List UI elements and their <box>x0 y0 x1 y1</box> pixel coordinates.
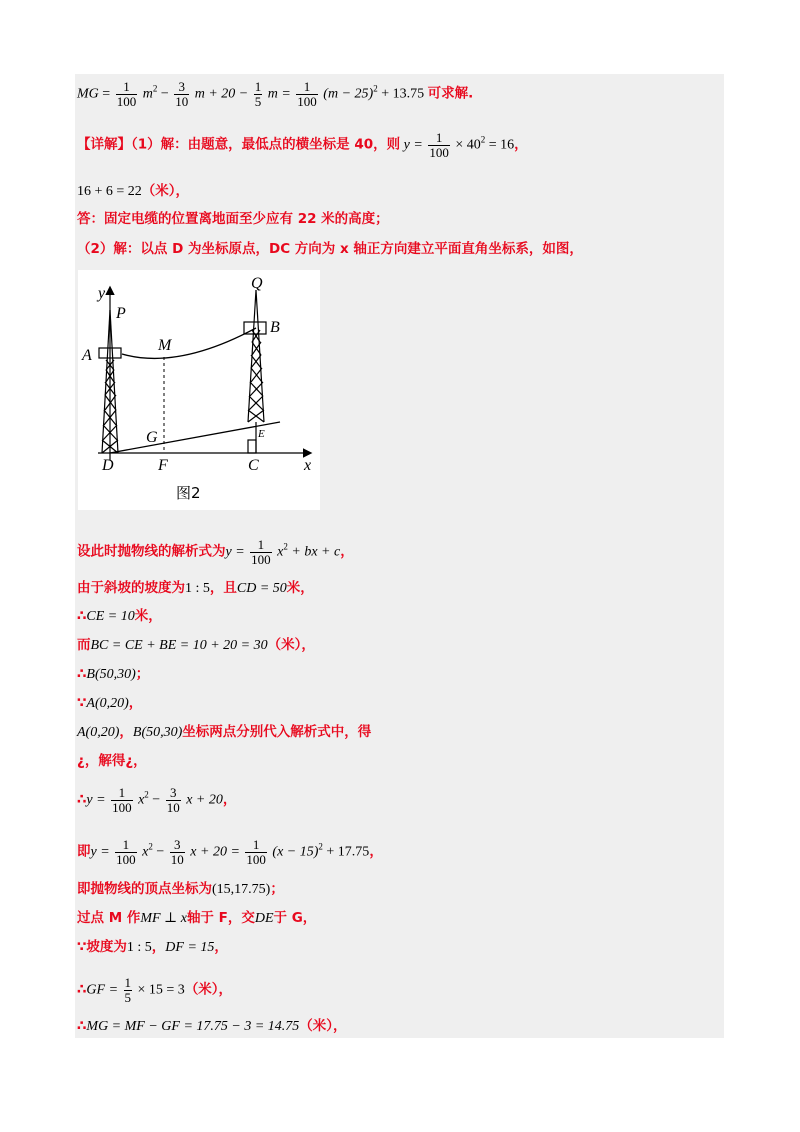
fraction: $\frac{1}{100}$ <box>297 79 317 109</box>
fraction: $\frac{1}{5}$ <box>254 79 262 109</box>
fraction: $\frac{3}{10}$ <box>166 785 180 815</box>
answer-part1: 答：固定电缆的位置离地面至少应有 22 米的高度； <box>77 211 389 227</box>
fraction: $\frac{1}{100}$ <box>116 837 136 867</box>
step-ce: ∴CE = 10米， <box>77 608 162 624</box>
step-vertex-form: 即y = $\frac{1}{100}$ $x^2$ − $\frac{3}{10}$ x + 20 = $\frac{1}{100}$ $(x - 15)^2 + 17.75$， <box>77 837 383 867</box>
formula-line-mg: MG = $\frac{1}{100}$ $m^2$ − $\frac{3}{10}$ m + 20 − $\frac{1}{5}$ m = $\frac{1}{100}$ $(m - 25)^2 + 13.75$ 可求解. <box>77 79 474 109</box>
label-e: E <box>258 428 265 440</box>
fraction: $\frac{3}{10}$ <box>175 79 189 109</box>
step-vertex: 即抛物线的顶点坐标为(15,17.75)； <box>77 881 284 897</box>
step-perpendicular: 过点 M 作MF ⊥ x轴于 F，交DE于 G， <box>77 910 317 926</box>
step-solve: ¿，解得¿， <box>77 753 147 769</box>
cable-curve <box>122 328 256 358</box>
step-slope: 由于斜坡的坡度为1 : 5，且CD = 50米， <box>77 580 314 596</box>
step-gf: ∴GF = $\frac{1}{5}$ × 15 = 3（米）， <box>77 975 233 1005</box>
tower-diagram <box>78 270 320 510</box>
fraction: $\frac{1}{100}$ <box>112 785 132 815</box>
fraction: $\frac{1}{100}$ <box>246 837 266 867</box>
step-bc: 而BC = CE + BE = 10 + 20 = 30（米）， <box>77 637 315 653</box>
step-point-b: ∴B(50,30)； <box>77 666 150 682</box>
label-f: F <box>158 457 168 474</box>
step-result-parabola: ∴y = $\frac{1}{100}$ $x^2$ − $\frac{3}{10}$ x + 20， <box>77 785 237 815</box>
fraction: $\frac{1}{5}$ <box>124 975 132 1005</box>
detail-line: 【详解】（1）解：由题意，最低点的横坐标是 40，则 y = $\frac{1}{100}$ × $40^2 = 16$， <box>77 130 528 160</box>
calc-line-22: 16 + 6 = 22（米）， <box>77 183 190 199</box>
label-c: C <box>248 457 259 474</box>
label-d: D <box>102 457 114 474</box>
part2-intro: （2）解：以点 D 为坐标原点，DC 方向为 x 轴正方向建立平面直角坐标系，如图， <box>77 241 583 257</box>
label-x: x <box>304 457 312 474</box>
fraction: $\frac{1}{100}$ <box>251 537 271 567</box>
label-y: y <box>98 285 106 302</box>
step-substitute: A(0,20)，B(50,30)坐标两点分别代入解析式中，得 <box>77 724 372 740</box>
fraction: $\frac{1}{100}$ <box>116 79 137 109</box>
step-mg: ∴MG = MF − GF = 17.75 − 3 = 14.75（米）， <box>77 1018 347 1034</box>
fraction: $\frac{1}{100}$ <box>429 130 449 160</box>
label-b: B <box>270 319 280 336</box>
label-g: G <box>146 429 158 446</box>
slope-line <box>110 422 280 453</box>
label-m: M <box>158 337 172 354</box>
step-df: ∵坡度为1 : 5，DF = 15， <box>77 939 228 955</box>
label-q: Q <box>251 275 263 292</box>
figure-caption: 图2 <box>176 484 201 502</box>
step-assume-parabola: 设此时抛物线的解析式为y = $\frac{1}{100}$ $x^2$ + bx + c， <box>77 537 354 567</box>
label-a: A <box>82 347 92 364</box>
step-point-a: ∵A(0,20)， <box>77 695 143 711</box>
tower-figure <box>78 270 320 510</box>
fraction: $\frac{3}{10}$ <box>170 837 184 867</box>
label-p: P <box>116 305 126 322</box>
